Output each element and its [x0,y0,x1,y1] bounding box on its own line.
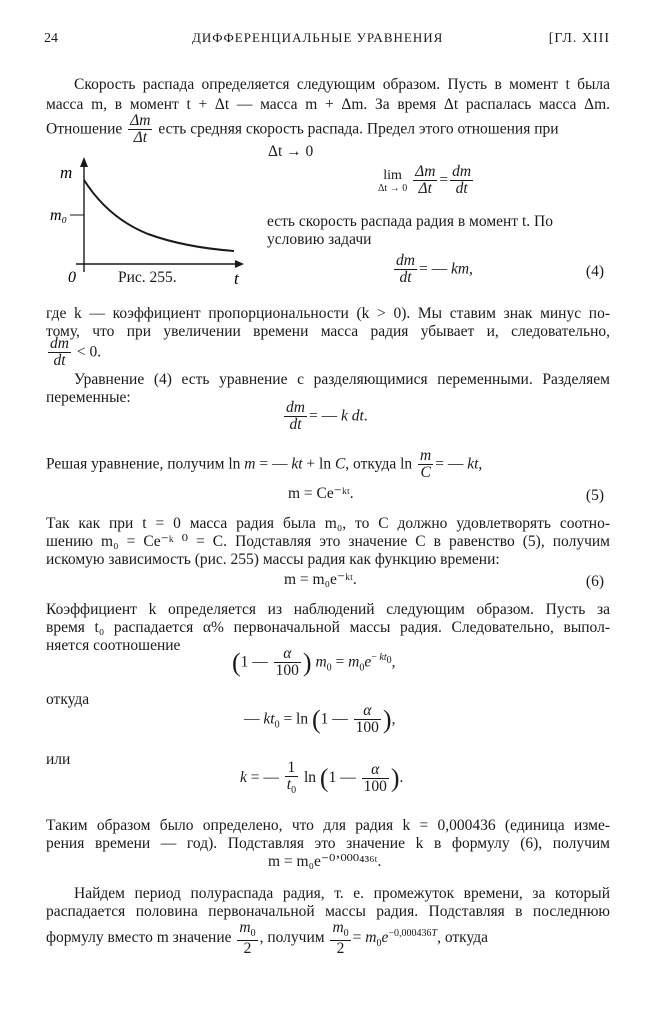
paragraph-line-with-fraction [46,113,610,147]
paragraph-line: тому, что при увеличении времени масса радия убывает и, следовательно, [46,323,610,340]
text-fragment: формулу вместо m значение [46,929,232,946]
paragraph-line: Найдем период полураспада радия, т. е. промежуток времени, за который [74,885,610,902]
x-axis-arrow-icon [235,260,244,268]
text-fragment: есть средняя скорость распада. Предел этого отношения при [158,120,559,138]
paragraph-line: Уравнение (4) есть уравнение с разделяющимися переменными. Разделяем [74,371,610,388]
equation-tag: (4) [585,263,604,280]
y-axis-label: m [60,163,73,182]
paragraph-line: Таким образом было определено, что для радия k = 0,000436 (единица изме- [46,817,610,834]
equation-6: m = m₀e⁻ᵏᵗ. [284,571,357,588]
page-number: 24 [44,31,58,46]
paragraph-line: искомую зависимость (рис. 255) массы радия как функцию времени: [46,551,500,568]
paragraph-line-solution: Решая уравнение, получим ln m = — kt + ln C, откуда ln $\frac{m}{C}$ = — kt, [46,447,483,482]
text-fragment: < 0. [76,343,102,361]
paragraph-line: няется соотношение [46,637,181,654]
paragraph-line: условию задачи [267,231,372,248]
limit-condition: Δt → 0 [268,143,314,160]
inequality-line: $\frac{dm}{dt}$ < 0. [50,335,102,370]
paragraph-line: есть скорость распада радия в момент t. По [267,213,553,230]
text-fragment: Отношение [46,120,123,138]
paragraph-line: рения времени — год). Подставляя это значение k в формулу (6), получим [46,835,610,852]
equation-k: k = — $\frac{1}{t_0}$ ln (1 — $\frac{\alpha}{100}$ ). [240,759,404,797]
chapter-label: [ГЛ. XIII [548,31,610,46]
running-title: ДИФФЕРЕНЦИАЛЬНЫЕ УРАВНЕНИЯ [192,30,444,45]
y-axis-arrow-icon [80,157,88,167]
equation-radium: m = m₀e⁻⁰ʼ⁰⁰⁰⁴³⁶ᵗ. [268,853,382,870]
origin-label: 0 [68,269,76,286]
text-fragment: откуда [444,929,488,946]
paragraph-line: масса m, в момент t + Δt — масса m + Δm. За время Δt распалась масса Δm. [46,96,610,113]
limit-equation: lim Δt → 0 $\frac{\Delta m}{\Delta t}$ = $\frac{dm}{dt}$ [378,163,472,198]
m0-label: m₀ [50,207,68,224]
paragraph-line: шению m₀ = Ce⁻ᵏ ⁰ = C. Подставляя это значение C в равенство (5), получим [46,533,610,550]
text-fragment: откуда [353,455,397,473]
paragraph-line: откуда [46,691,90,708]
paragraph-line: Коэффициент k определяется из наблюдений следующим образом. Пусть за [46,601,610,618]
paragraph-line: время t₀ распадается α% первоначальной массы радия. Следовательно, выпол- [46,619,610,636]
text-fragment: получим [267,929,325,946]
equation-5: m = Ce⁻ᵏᵗ. [288,485,354,502]
lim-word: lim [383,167,402,183]
equation-alpha: (1 — $\frac{\alpha}{100}$ ) $m_0 = m_0e^{- kt_0}$, [232,645,396,680]
figure-caption: Рис. 255. [118,269,177,286]
paragraph-line: где k — коэффициент пропорциональности (k > 0). Мы ставим знак минус по- [46,305,610,322]
text-fragment: Решая уравнение, получим [46,455,225,473]
equation-separated: $\frac{dm}{dt}$ = — k dt. [286,399,368,434]
equation-tag: (5) [585,487,604,504]
equation-tag: (6) [585,573,604,590]
x-axis-label: t [234,269,239,288]
paragraph-line: или [46,751,71,768]
ratio-dm-dt: $\frac{\Delta m}{\Delta t}$ [130,112,151,147]
paragraph-line: Скорость распада определяется следующим образом. Пусть в момент t была [74,76,610,93]
paragraph-line: Так как при t = 0 масса радия была m₀, то C должно удовлетворять соотно- [46,515,610,532]
equation-4: $\frac{dm}{dt}$ = — km, [396,252,473,287]
paragraph-line: переменные: [46,389,131,406]
lim-subscript: Δt → 0 [378,182,408,194]
equation-kt0: — $kt_0 = \ln (1$ — $\frac{\alpha}{100}$ ), [244,702,396,737]
decay-curve [84,180,234,251]
paragraph-line: распадается половина первоначальной массы радия. Подставляя в последнюю [46,903,610,920]
paragraph-line-halflife: формулу вместо m значение $\frac{m_0}{2}$ , получим $\frac{m_0}{2}$ = $m_0e^{-0,000436T}$, откуда [46,919,488,957]
